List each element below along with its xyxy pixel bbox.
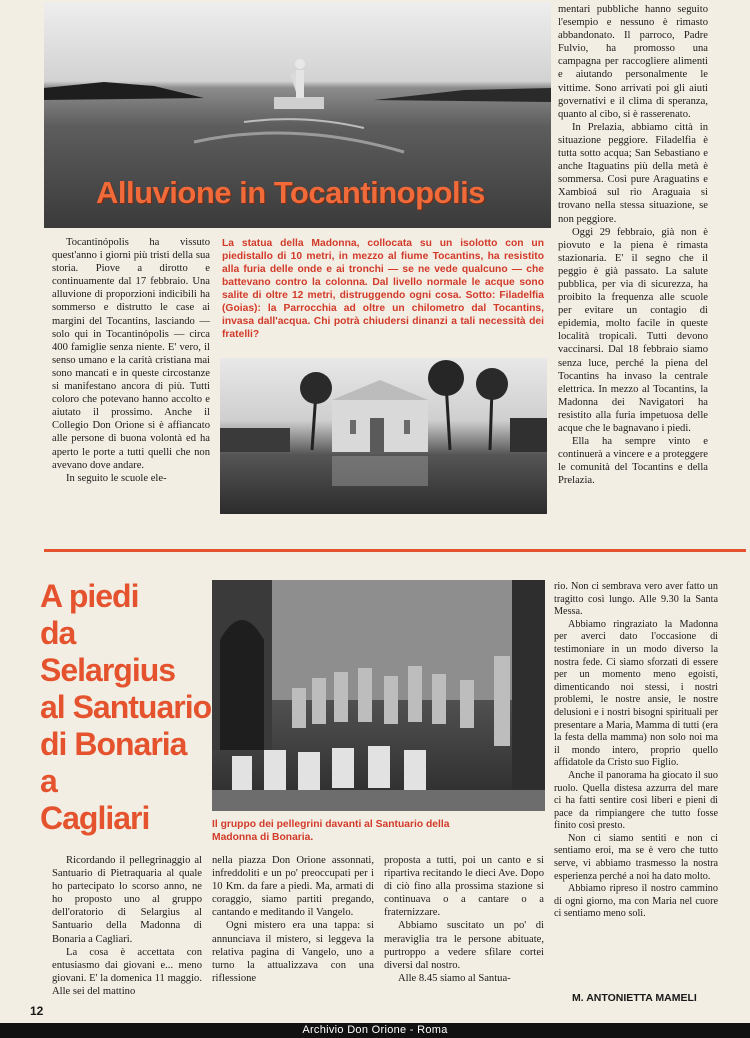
article1-caption: La statua della Madonna, collocata su un isolotto con un piedistallo di 10 metri, in mezzo al fiume Tocantins, ha resistito alla furia delle onde e ai tronchi — se ne vede qualcuno — che battevano contro la colonna. Dal livello normale le acque sono salite di oltre 12 metri, distruggendo ogni cosa. Sotto: Filadelfia (Goias): la Parrocchia ad oltre un chilometro dal Tocantins, invasa dall'acqua. Chi potrà chiudersi dinanzi a tali necessità dei fratelli?: [222, 238, 544, 340]
paragraph: Alle 8.45 siamo al Santua-: [398, 972, 511, 984]
article2-caption: Il gruppo dei pellegrini davanti al Santuario della Madonna di Bonaria.: [212, 819, 450, 843]
paragraph: Non ci siamo sentiti e non ci sentiamo eroi, ma se è vero che tutto serve, vi abbiamo trasmesso la nostra esperienza perché a noi ha dato molto.: [554, 832, 718, 882]
title-line: Cagliari: [40, 800, 150, 836]
flooded-church-drawing: [220, 358, 547, 514]
title-line: A piedi: [40, 578, 139, 614]
paragraph: In Prelazia, abbiamo città in situazione peggiore. Filadelfia è tutta sotto acqua; San Sebastiano e anche Itaguatins più della metà è sommersa. Così pure Araguatins e Xambioá sul rio Araguaia si trovano nella stessa situazione, se non peggiore.: [558, 121, 708, 225]
paragraph: Abbiamo ripreso il nostro cammino di ogni giorno, ma con Maria nel cuore ci sentiamo meno soli.: [554, 883, 718, 920]
title-line: da: [40, 615, 76, 651]
article2-column-4: [554, 581, 718, 921]
paragraph: proposta a tutti, poi un canto e si ripartiva recitando le dieci Ave. Dopo di ciò fino alla prossima stazione si continuava o a cantare o a fraternizzare.: [384, 855, 544, 919]
archive-footer: Archivio Don Orione - Roma: [0, 1023, 750, 1038]
title-line: a: [40, 763, 57, 799]
paragraph: In seguito le scuole ele-: [66, 472, 167, 484]
article1-title: Alluvione in Tocantinopolis: [96, 175, 485, 210]
title-line: di Bonaria: [40, 726, 187, 762]
paragraph: rio. Non ci sembrava vero aver fatto un tragitto così lungo. Alle 9.30 la Santa Messa.: [554, 581, 718, 618]
title-line: Selargius: [40, 652, 176, 688]
author-signature: M. ANTONIETTA MAMELI: [572, 992, 697, 1004]
paragraph: Tocantinópolis ha vissuto quest'anno i giorni più tristi della sua storia. Piove a dirotto e continuamente dal 17 febbraio. Una alluvione di proporzioni indicibili ha sommerso e distrutto le case ai margini del Tocantins, lasciando — solo qui in Tocantinópolis — circa 400 famiglie senza niente. E' vero, il senso umano e la carità cristiana mai sono mancati e in queste circostanze si manifestano ancora di più. Tutti coloro che potevano hanno accolto e aiutato il prossimo. Anche il Collegio Don Orione si è affiancato alle persone di buona volontà ed ha aperto le porte a tutti quelli che non avevano dove andare.: [52, 237, 210, 471]
paragraph: Ogni mistero era una tappa: si annunciava il mistero, si leggeva la relativa pagina di Vangelo, uno a turno la attualizzava con una riflessione: [212, 920, 374, 984]
article2-column-1: [52, 854, 202, 998]
paragraph: mentari pubbliche hanno seguito l'esempio e nessuno è rimasto abbandonato. Il parroco, Padre Fulvio, ha promosso una campagna per raccogliere alimenti e aiutando personalmente le vittime. Sono arrivati poi gli aiuti governativi e il clima di speranza, quanto al cibo, si è rasserenato.: [558, 4, 708, 120]
paragraph: Ella ha sempre vinto e continuerà a vincere e a proteggere le comunità del Tocantins e della Prelazia.: [558, 436, 708, 487]
article2-column-3: [384, 854, 544, 985]
paragraph: Abbiamo suscitato un po' di meraviglia tra le persone abituate, purtroppo a vedere sfilare cortei diversi dal nostro.: [384, 920, 544, 971]
page-number: 12: [30, 1004, 44, 1018]
paragraph: Anche il panorama ha giocato il suo ruolo. Quella distesa azzurra del mare ci ha fatti sentire così liberi e pieni di pace da rimpiangere che tutto fosse finito così presto.: [554, 769, 718, 832]
paragraph: nella piazza Don Orione assonnati, infreddoliti e un po' preoccupati per i 10 Km. da fare a piedi. Ma, armati di coraggio, siamo partiti pregando, cantando e meditando il Vangelo.: [212, 855, 374, 919]
paragraph: Oggi 29 febbraio, già non è piovuto e la piena è rimasta stazionaria. E' il segno che il peggio è già passato. La salute pubblica, per via di sicurezza, ha proibito la frequenza alle scuole per evitare un contagio di epidemia, molto facile in queste località tropicali. Tutti devono vaccinarsi. Dal 18 febbraio siamo senza luce, perché la piena del Tocantins ha invaso la centrale elettrica. In mezzo al Tocantins, la Madonna dei Navigatori ha resistito alla furia impetuosa delle acque che le bagnavano i piedi.: [558, 226, 708, 434]
section-divider: [44, 549, 746, 552]
paragraph: Ricordando il pellegrinaggio al Santuario di Pietraquaria al quale ho partecipato lo scorso anno, ne ho proposto uno al gruppo dell'oratorio di Selargius al Santuario della Madonna di Bonaria a Cagliari.: [52, 855, 202, 945]
article2-title: [40, 578, 212, 837]
paragraph: Abbiamo ringraziato la Madonna per averci dato l'occasione di testimoniare in un modo diverso la nostra fede. Ci siamo sforzati di essere per un momento meno egoisti, dimenticando noi stessi, i nostri problemi, le nostre ansie, le nostre delusioni e i nostri bisogni spirituali per presentare a Maria, Mamma di tutti (era la festa della mamma) non solo noi ma il mondo intero, proprio quello affidatole da Cristo suo Figlio.: [554, 618, 718, 769]
pilgrims-group-drawing: [212, 580, 545, 811]
paragraph: La cosa è accettata con entusiasmo dai giovani e... meno giovani. E' la domenica 11 maggio. Alle sei del mattino: [52, 946, 202, 997]
article1-column-1: [52, 236, 210, 485]
article1-column-3: [558, 3, 708, 487]
pilgrims-group-photo: [212, 580, 545, 811]
flooded-church-photo: [220, 358, 547, 514]
article2-column-2: [212, 854, 374, 985]
title-line: al Santuario: [40, 689, 212, 725]
